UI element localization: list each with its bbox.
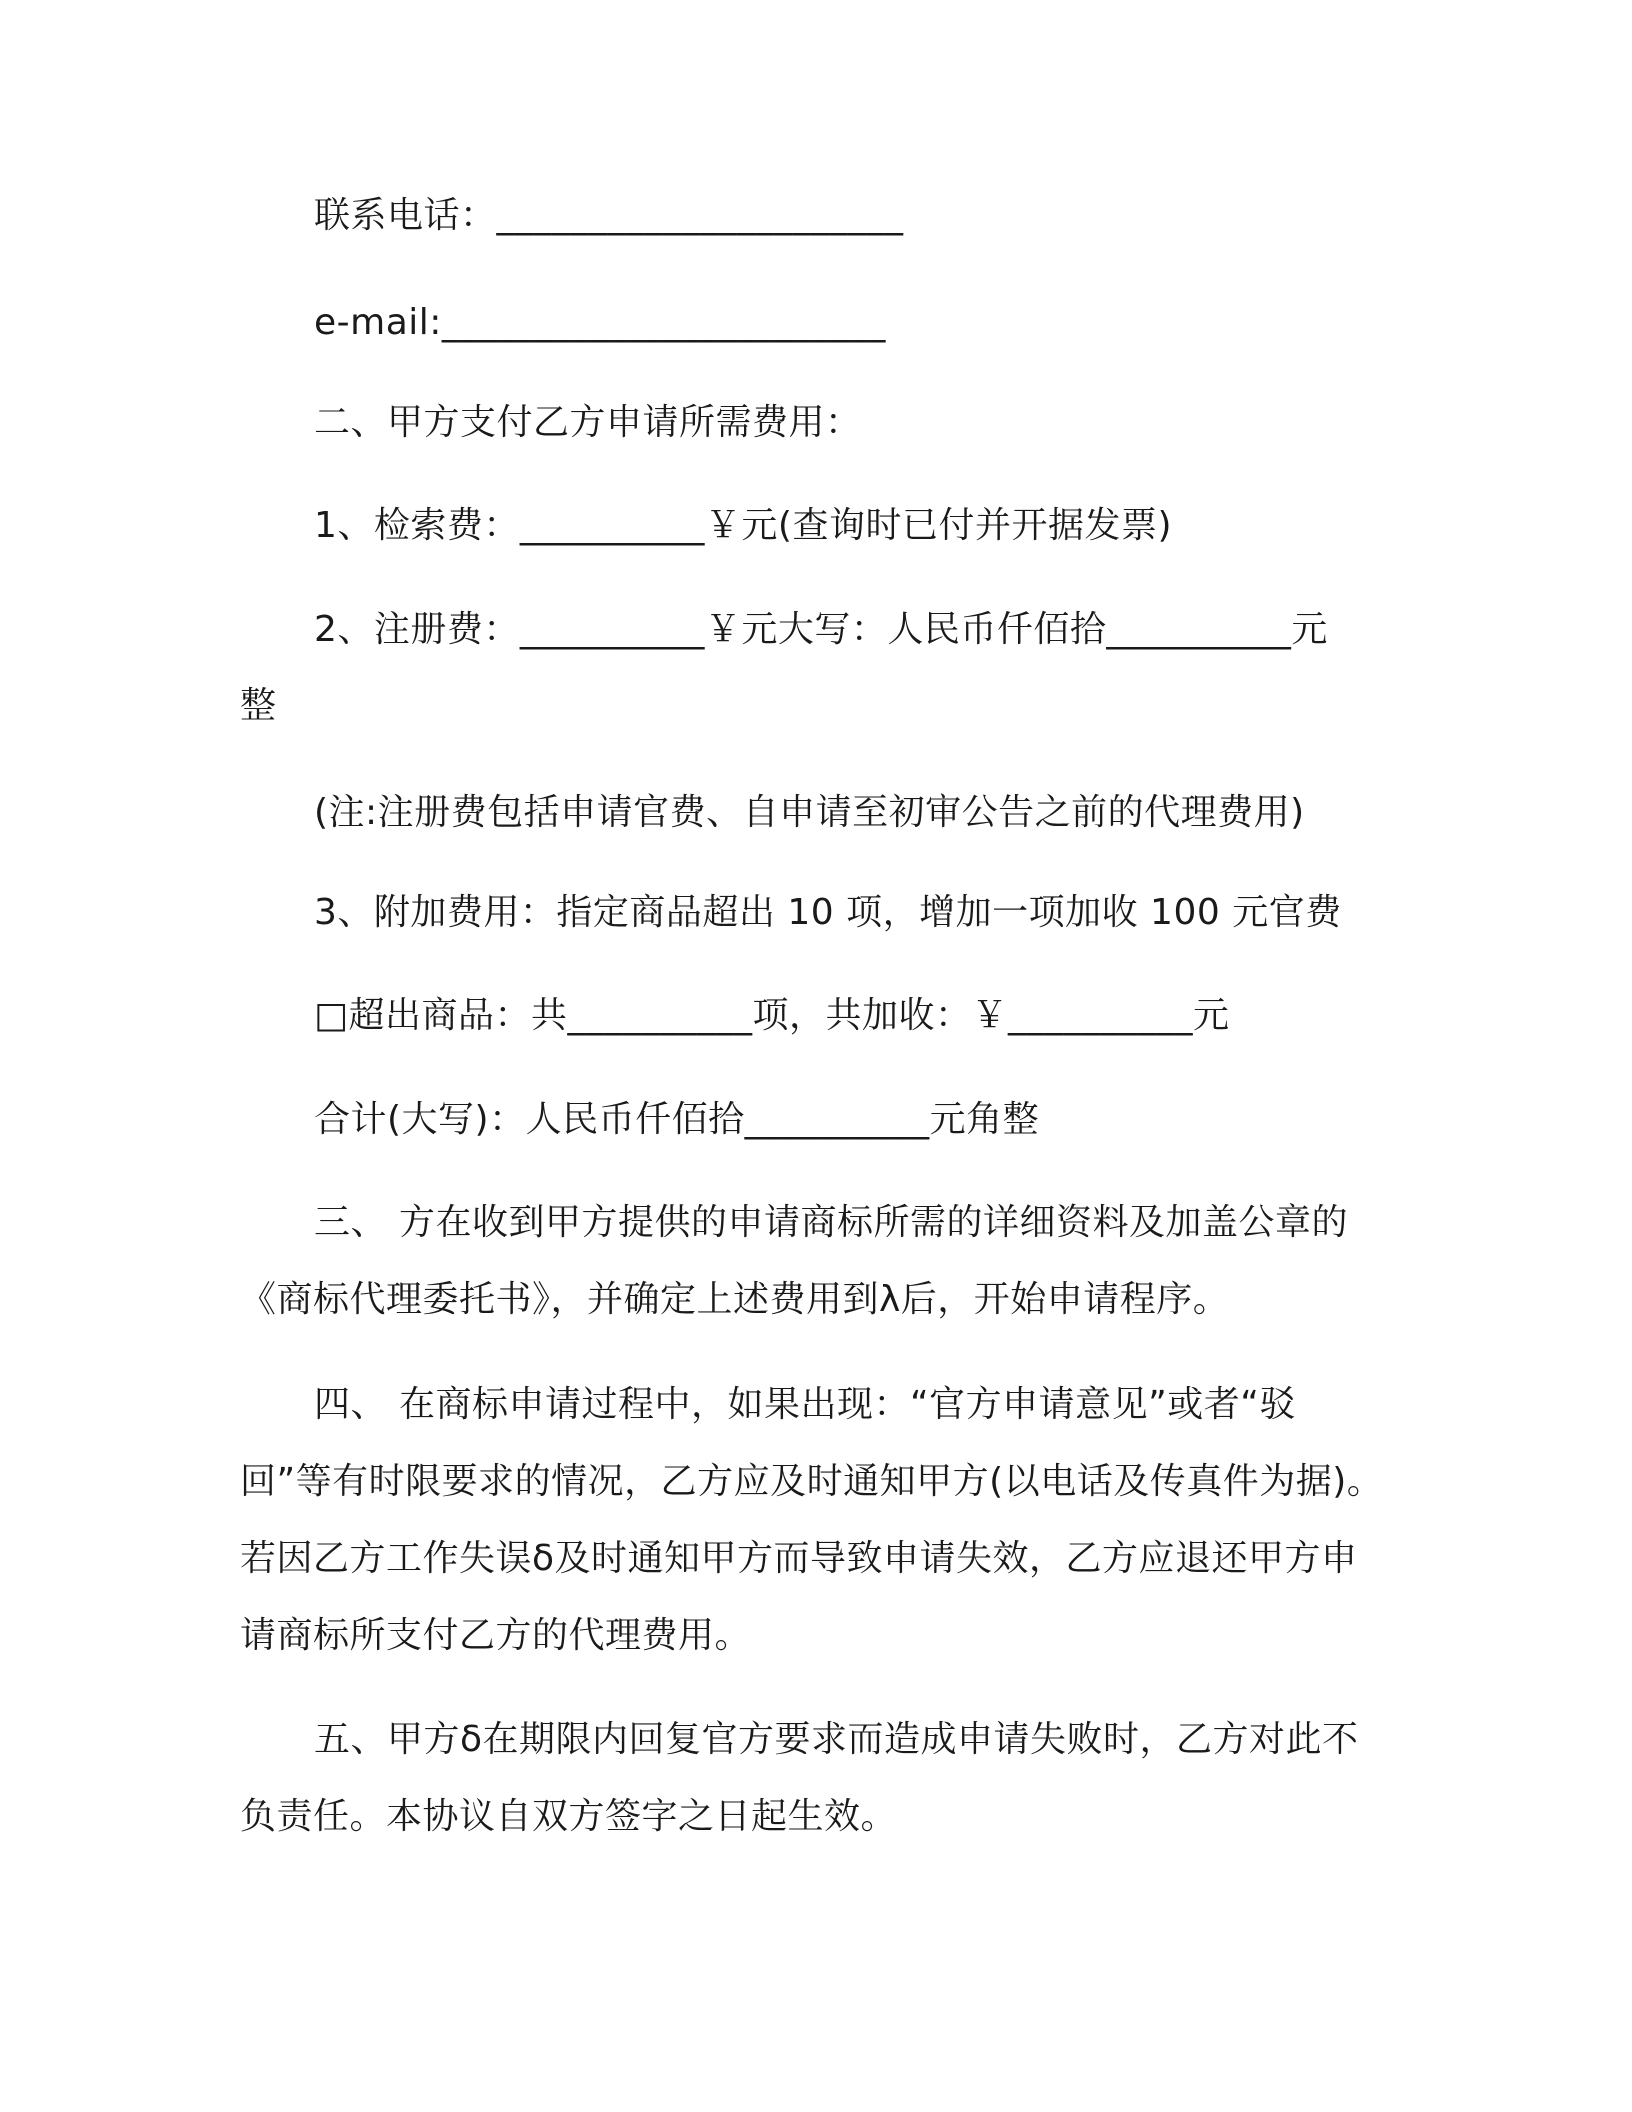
registration-fee-line-continued: 整 bbox=[240, 685, 277, 726]
section-2-title: 二、甲方支付乙方申请所需费用： bbox=[314, 402, 862, 443]
email-line: e-mail:________________________ bbox=[314, 302, 886, 343]
section-3-line-2: 《商标代理委托书》，并确定上述费用到λ后，开始申请程序。 bbox=[240, 1279, 1230, 1320]
section-3-line-1: 三、 方在收到甲方提供的申请商标所需的详细资料及加盖公章的 bbox=[314, 1202, 1348, 1243]
section-4-line-1: 四、 在商标申请过程中，如果出现：“官方申请意见”或者“驳 bbox=[314, 1384, 1296, 1425]
additional-fee-line: 3、附加费用：指定商品超出 10 项，增加一项加收 100 元官费 bbox=[314, 892, 1342, 933]
search-fee-line: 1、检索费：__________￥元(查询时已付并开据发票) bbox=[314, 505, 1172, 546]
registration-fee-line: 2、注册费：__________￥元大写：人民币仟佰拾__________元 bbox=[314, 609, 1328, 650]
registration-fee-note: (注:注册费包括申请官费、自申请至初审公告之前的代理费用) bbox=[314, 792, 1305, 833]
excess-goods-line: □超出商品：共__________项，共加收：￥__________元 bbox=[314, 995, 1230, 1036]
total-line: 合计(大写)：人民币仟佰拾__________元角整 bbox=[314, 1099, 1040, 1140]
contact-phone-line: 联系电话：______________________ bbox=[314, 195, 904, 236]
section-4-line-2: 回”等有时限要求的情况，乙方应及时通知甲方(以电话及传真件为据)。 bbox=[240, 1461, 1384, 1502]
section-4-line-4: 请商标所支付乙方的代理费用。 bbox=[240, 1615, 752, 1656]
section-4-line-3: 若因乙方工作失误δ及时通知甲方而导致申请失效，乙方应退还甲方申 bbox=[240, 1538, 1358, 1579]
section-5-line-1: 五、甲方δ在期限内回复官方要求而造成申请失败时，乙方对此不 bbox=[314, 1719, 1359, 1760]
section-5-line-2: 负责任。本协议自双方签字之日起生效。 bbox=[240, 1796, 898, 1837]
